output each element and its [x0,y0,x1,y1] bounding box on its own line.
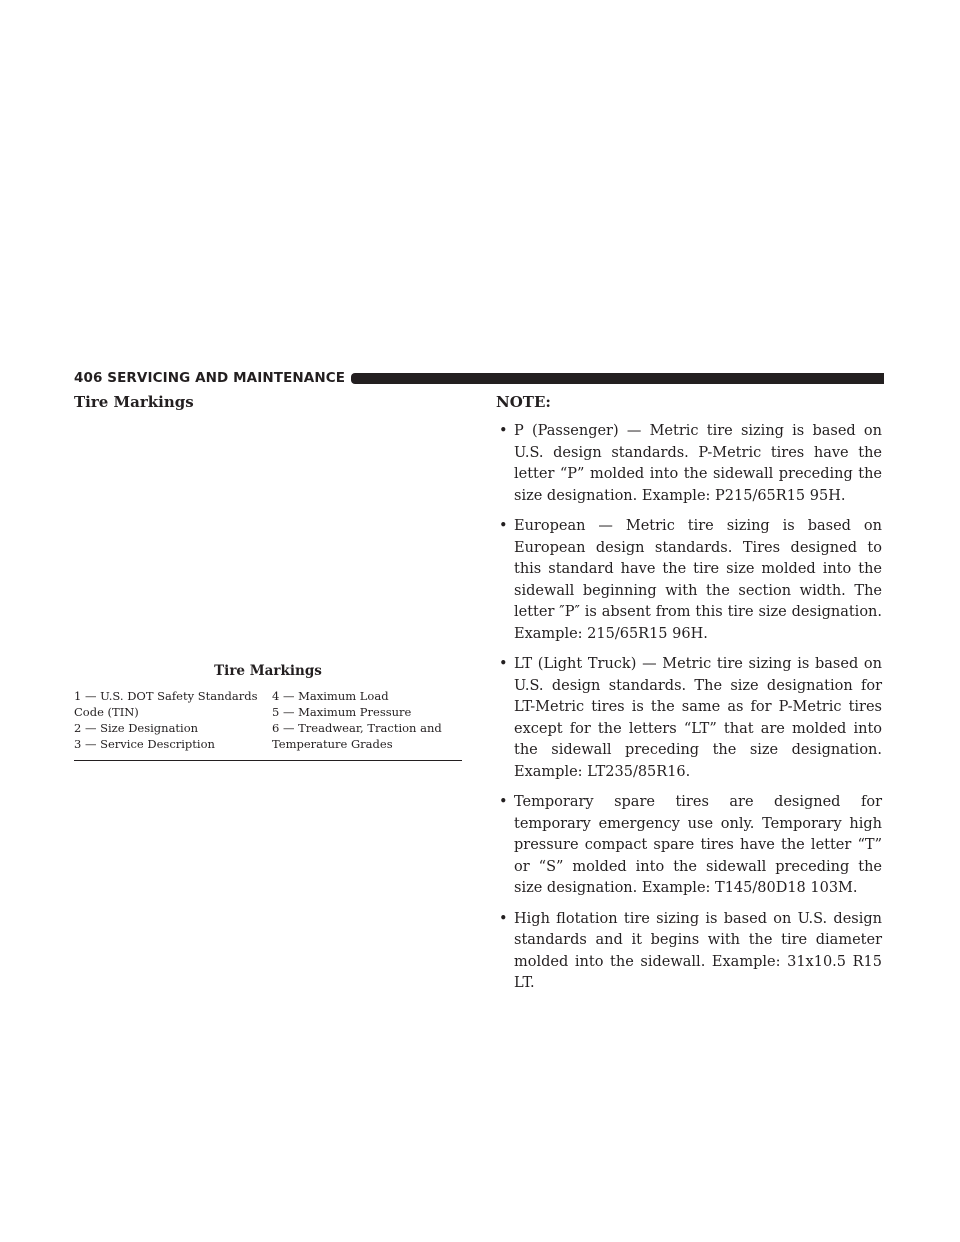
legend-line: 2 — Size Designation [74,721,199,735]
section-title: Tire Markings [74,393,194,411]
note-bullet-list [496,421,882,995]
legend-line: 3 — Service Description [74,737,215,751]
legend-line: Temperature Grades [272,737,393,751]
legend-divider [74,760,462,761]
note-label: NOTE: [496,393,551,411]
header-rule-bar [351,373,884,384]
list-item [496,654,882,783]
page-number-section-label: 406 SERVICING AND MAINTENANCE [74,370,346,386]
bullet-icon: • [499,910,508,927]
page-header [74,368,884,388]
list-item [496,421,882,507]
bullet-icon: • [499,423,508,439]
bullet-icon: • [499,656,508,672]
legend-line: 5 — Maximum Pressure [272,705,412,719]
bullet-icon: • [499,518,508,534]
legend-column-left [74,688,272,752]
bullet-text: P (Passenger) — Metric tire sizing is based on U.S. design standards. P-Metric tires have the letter “P” molded into the sidewall preceding the size designation. Example: P215/65R15 95H. [514,423,882,504]
bullet-text: LT (Light Truck) — Metric tire sizing is based on U.S. design standards. The size designation for LT-Metric tires is the same as for P-Metric tires except for the letters “LT” that are molded into the sidewall preceding the size designation. Example: LT235/85R16. [514,656,882,780]
legend-column-right [272,688,462,752]
bullet-icon: • [499,794,508,810]
legend-line: 6 — Treadwear, Traction and [272,721,442,735]
bullet-text: Temporary spare tires are designed for temporary emergency use only. Temporary high pressure compact spare tires have the letter “T” or “S” molded into the sidewall preceding the size designation. Example: T145/80D18 103M. [514,794,882,896]
bullet-text: High flotation tire sizing is based on U.S. design standards and it begins with the tire diameter molded into the sidewall. Example: 31x10.5 R15 LT. [514,910,882,991]
list-item [496,792,882,900]
legend-line: 4 — Maximum Load [272,689,389,703]
figure-caption: Tire Markings [214,663,322,679]
list-item [496,909,882,995]
list-item [496,516,882,645]
legend-line: 1 — U.S. DOT Safety Standards [74,689,258,703]
legend-line: Code (TIN) [74,705,139,719]
tire-markings-figure [74,418,462,658]
figure-legend [74,688,462,752]
note-column [496,393,882,1004]
bullet-text: European — Metric tire sizing is based on European design standards. Tires designed to this standard have the tire size molded into the sidewall beginning with the section width. The letter ″P″ is absent from this tire size designation. Example: 215/65R15 96H. [514,518,882,642]
